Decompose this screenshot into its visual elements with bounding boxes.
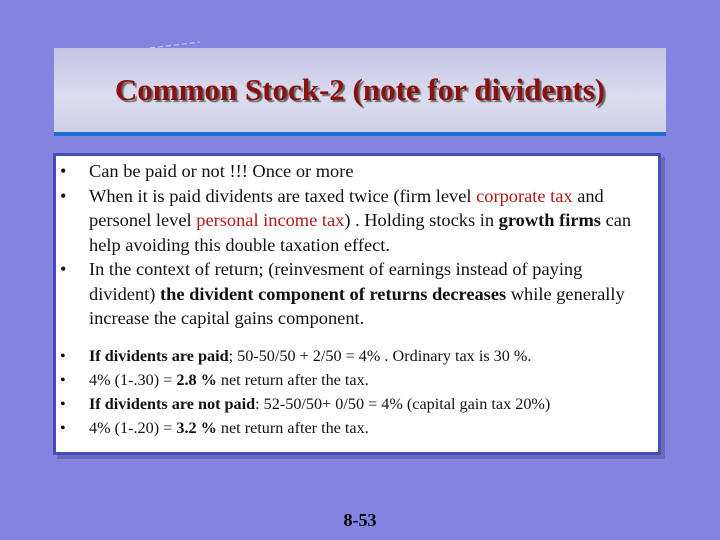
- title-banner: [54, 48, 666, 136]
- bold-text: 2.8 %: [176, 370, 217, 389]
- bold-text: 3.2 %: [176, 418, 217, 437]
- bullet-icon: •: [60, 418, 66, 437]
- bullet-item: • If dividents are not paid: 52-50/50+ 0/50 = 4% (capital gain tax 20%): [56, 392, 658, 416]
- bullet-item: • If dividents are paid; 50-50/50 + 2/50 = 4% . Ordinary tax is 30 %.: [56, 344, 658, 368]
- highlight-text: corporate tax: [476, 185, 573, 206]
- bullet-icon: •: [60, 394, 66, 413]
- bullet-icon: •: [60, 370, 66, 389]
- content-panel: [53, 153, 661, 455]
- page-number: 8-53: [343, 510, 377, 530]
- bullet-item: • 4% (1-.20) = 3.2 % net return after the tax.: [56, 416, 658, 440]
- bullet-icon: •: [60, 161, 67, 181]
- bold-text: If dividents are paid: [89, 346, 229, 365]
- slide-title: Common Stock-2 (note for dividents): [114, 72, 606, 107]
- bullet-item: • When it is paid dividents are taxed twice (firm level corporate tax and personel level personal income tax) . Holding stocks in growth firms can help avoiding this double taxation effect.: [60, 185, 632, 255]
- bold-text: the divident component of returns decreases: [160, 283, 507, 304]
- bullet-item: • 4% (1-.30) = 2.8 % net return after the tax.: [56, 368, 658, 392]
- bullet-icon: •: [60, 259, 67, 279]
- bullet-icon: •: [60, 346, 66, 365]
- bullet-item: • Can be paid or not !!! Once or more: [56, 159, 658, 184]
- bullet-icon: •: [60, 185, 67, 206]
- highlight-text: personal income tax: [196, 210, 345, 230]
- bold-text: If dividents are not paid: [89, 394, 256, 413]
- bullet-list: [56, 159, 658, 440]
- bold-text: growth firms: [498, 210, 601, 230]
- bullet-item: • In the context of return; (reinvesment of earnings instead of paying divident) the divident component of returns decreases while generally increase the capital gains component.: [60, 259, 625, 328]
